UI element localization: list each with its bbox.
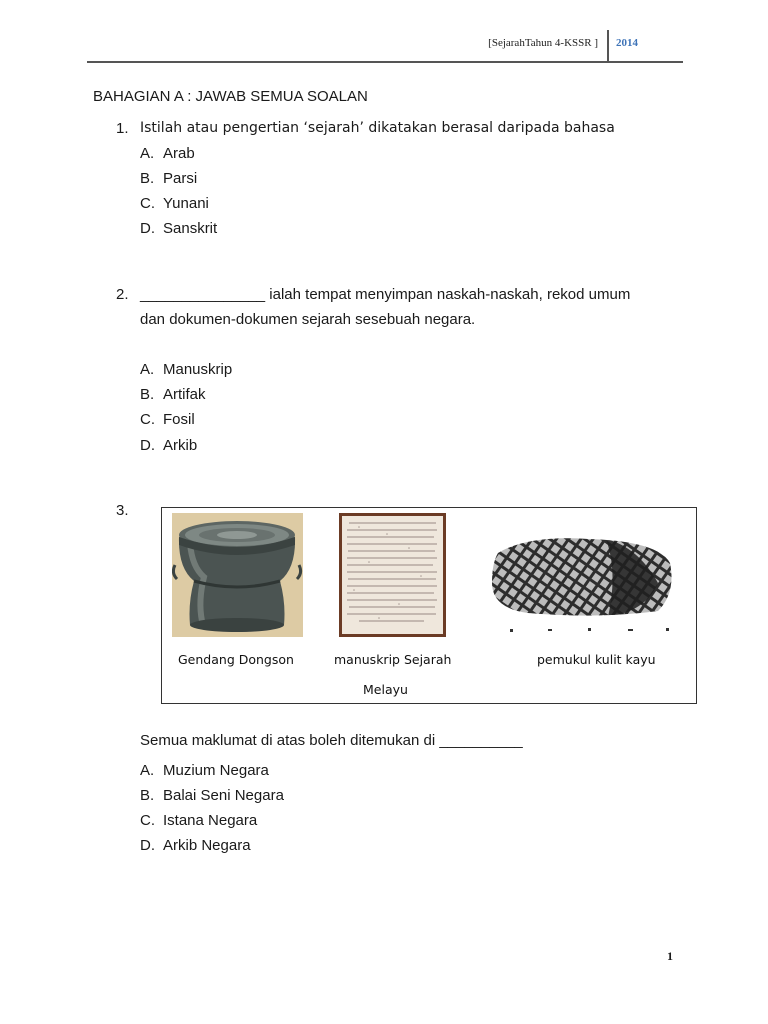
- option-text: Sanskrit: [163, 220, 218, 237]
- question-1-text: Istilah atau pengertian ‘sejarah’ dikatakan berasal daripada bahasa: [140, 120, 615, 136]
- caption-beater: pemukul kulit kayu: [537, 652, 656, 667]
- option-text: Yunani: [163, 195, 209, 212]
- page-header: [0, 0, 768, 70]
- option-text: Arab: [163, 145, 195, 162]
- page-number: 1: [667, 949, 673, 963]
- option-letter: B.: [140, 386, 155, 403]
- option-letter: C.: [140, 812, 155, 829]
- question-1-option-d[interactable]: [140, 220, 217, 237]
- question-3-option-b[interactable]: [140, 787, 284, 804]
- question-2-option-a[interactable]: [140, 361, 232, 378]
- question-2-option-c[interactable]: [140, 411, 195, 428]
- option-letter: A.: [140, 361, 155, 378]
- option-letter: D.: [140, 437, 155, 454]
- header-year: 2014: [616, 37, 638, 49]
- question-2-option-d[interactable]: [140, 437, 197, 454]
- option-letter: A.: [140, 145, 155, 162]
- option-text: Istana Negara: [163, 812, 258, 829]
- question-1-option-b[interactable]: [140, 170, 197, 187]
- option-letter: A.: [140, 762, 155, 779]
- option-letter: D.: [140, 837, 155, 854]
- option-text: Fosil: [163, 411, 195, 428]
- question-2-line-1: _______________ ialah tempat menyimpan naskah-naskah, rekod umum: [140, 286, 631, 303]
- option-letter: B.: [140, 787, 155, 804]
- question-3-option-c[interactable]: [140, 812, 257, 829]
- option-letter: B.: [140, 170, 155, 187]
- header-rule: [87, 61, 683, 63]
- question-1-number: 1.: [116, 120, 129, 137]
- option-text: Arkib: [163, 437, 198, 454]
- question-2-line-2: dan dokumen-dokumen sejarah sesebuah negara.: [140, 311, 476, 328]
- question-2-number: 2.: [116, 286, 129, 303]
- question-1-option-a[interactable]: [140, 145, 195, 162]
- option-text: Artifak: [163, 386, 206, 403]
- option-text: Muzium Negara: [163, 762, 269, 779]
- option-letter: C.: [140, 411, 155, 428]
- question-3-option-d[interactable]: [140, 837, 251, 854]
- manuscript-image: [339, 513, 446, 637]
- header-subject: [SejarahTahun 4-KSSR ]: [488, 37, 598, 49]
- caption-manuscript-line-1: manuskrip Sejarah: [334, 652, 452, 667]
- question-3-text: Semua maklumat di atas boleh ditemukan di __________: [140, 732, 523, 749]
- question-3-option-a[interactable]: [140, 762, 269, 779]
- header-separator: [607, 30, 609, 62]
- caption-drum: Gendang Dongson: [178, 652, 294, 667]
- option-letter: D.: [140, 220, 155, 237]
- option-text: Arkib Negara: [163, 837, 251, 854]
- section-title: BAHAGIAN A : JAWAB SEMUA SOALAN: [93, 88, 368, 105]
- question-3-figure-box: [161, 507, 697, 704]
- question-3-number: 3.: [116, 502, 129, 519]
- question-1-option-c[interactable]: [140, 195, 209, 212]
- bark-beater-image: [488, 533, 678, 633]
- caption-manuscript-line-2: Melayu: [363, 682, 408, 697]
- dongson-drum-image: [172, 513, 303, 637]
- option-text: Manuskrip: [163, 361, 233, 378]
- option-letter: C.: [140, 195, 155, 212]
- option-text: Balai Seni Negara: [163, 787, 284, 804]
- option-text: Parsi: [163, 170, 198, 187]
- question-2-option-b[interactable]: [140, 386, 206, 403]
